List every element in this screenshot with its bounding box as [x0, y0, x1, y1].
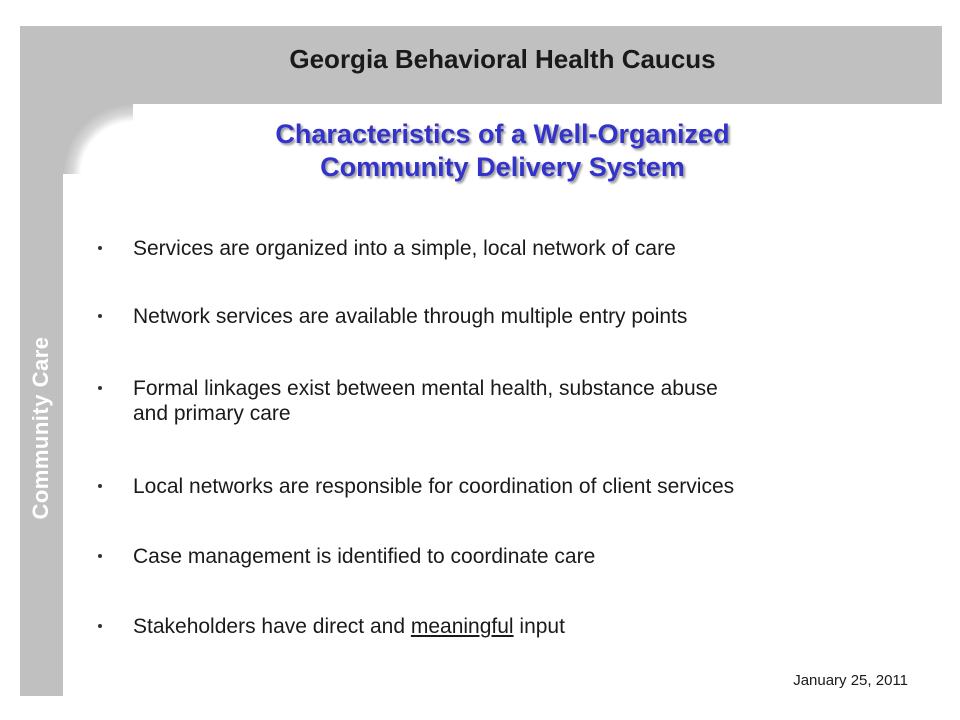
header-title: Georgia Behavioral Health Caucus: [289, 44, 716, 74]
bullet-text: Network services are available through multiple entry points: [133, 305, 688, 328]
bullet-text-line-1: Formal linkages exist between mental health, substance abuse: [133, 377, 718, 400]
sidebar-label: Community Care: [28, 336, 53, 520]
footer-date: January 25, 2011: [793, 672, 908, 689]
slide-title-line-2: Community Delivery System: [320, 152, 685, 182]
bullet-dot-icon: [98, 314, 102, 318]
bullet-dot-icon: [98, 246, 102, 250]
slide-title-line-1: Characteristics of a Well-Organized: [275, 119, 730, 149]
bullet-text-underlined: meaningful: [410, 615, 514, 638]
bullet-dot-icon: [98, 484, 102, 488]
bullet-dot-icon: [98, 624, 102, 628]
bullet-text: Local networks are responsible for coordination of client services: [133, 475, 735, 498]
bullet-text-before: Stakeholders have direct and: [133, 615, 411, 638]
bullet-dot-icon: [98, 386, 102, 390]
bullet-text: [133, 376, 923, 426]
bullet-text: [133, 614, 923, 639]
bullet-text: Case management is identified to coordinate care: [133, 545, 596, 568]
slide-title: [63, 118, 942, 184]
bullet-text-line-2: and primary care: [133, 402, 291, 425]
bullet-text-after: input: [513, 615, 565, 638]
bullet-dot-icon: [98, 554, 102, 558]
bullet-text: Services are organized into a simple, local network of care: [133, 237, 676, 260]
